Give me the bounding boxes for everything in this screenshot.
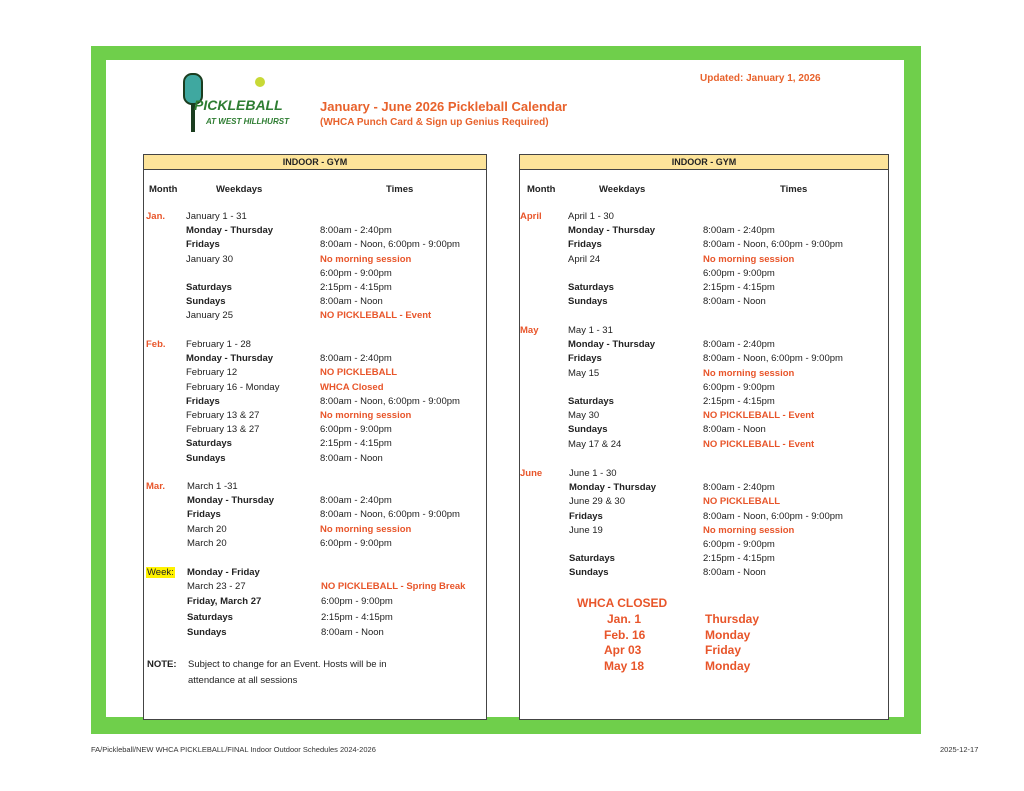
weekday-cell: Saturdays [186,438,232,449]
time-cell: 8:00am - Noon, 6:00pm - 9:00pm [703,511,843,522]
weekday-cell: June 29 & 30 [569,496,625,507]
updated-date: Updated: January 1, 2026 [700,73,821,84]
time-cell: 8:00am - Noon, 6:00pm - 9:00pm [320,396,460,407]
weekday-cell: Monday - Friday [187,567,260,578]
weekday-cell: Fridays [568,353,602,364]
time-cell: 8:00am - 2:40pm [703,482,775,493]
weekday-cell: Monday - Thursday [186,353,274,364]
weekday-cell: Monday - Thursday [187,495,275,506]
page-title: January - June 2026 Pickleball Calendar [320,99,568,114]
time-cell: 8:00am - Noon [320,453,383,464]
weekday-cell: February 13 & 27 [186,424,260,435]
weekday-cell: June 1 - 30 [569,468,617,479]
weekday-cell: Monday - Thursday [568,339,656,350]
time-cell: 8:00am - Noon, 6:00pm - 9:00pm [703,239,843,250]
time-cell: 8:00am - Noon [703,567,766,578]
page-subtitle: (WHCA Punch Card & Sign up Genius Required) [320,117,549,128]
month-label [520,211,542,222]
month-label-text: May [520,325,539,336]
closed-weekday: Monday [705,628,751,642]
time-cell: 6:00pm - 9:00pm [703,382,775,393]
weekday-cell: Sundays [569,567,609,578]
weekday-cell: May 15 [568,368,600,379]
note-text: Subject to change for an Event. Hosts will be in [188,659,387,670]
note-label: NOTE: [147,659,177,670]
svg-text:AT WEST HILLHURST: AT WEST HILLHURST [206,117,289,126]
closed-weekday: Friday [705,643,742,657]
weekday-cell: Sundays [187,627,227,638]
whca-closed-title: WHCA CLOSED [577,596,668,610]
weekday-cell: May 17 & 24 [568,439,622,450]
weekday-cell: January 1 - 31 [186,211,247,222]
time-cell: 8:00am - Noon [703,424,766,435]
time-cell: 2:15pm - 4:15pm [320,282,392,293]
time-cell: 6:00pm - 9:00pm [703,539,775,550]
weekday-cell: Saturdays [568,396,614,407]
weekday-cell: May 30 [568,410,600,421]
time-cell: NO PICKLEBALL - Event [320,310,432,321]
time-cell: 2:15pm - 4:15pm [703,396,775,407]
weekday-cell: April 24 [568,254,601,265]
weekday-cell: Fridays [187,509,221,520]
note-text: attendance at all sessions [188,675,298,686]
weekday-cell: March 23 - 27 [187,581,246,592]
weekday-cell: Monday - Thursday [568,225,656,236]
time-cell: No morning session [320,410,412,421]
month-column-header: Month [527,184,556,195]
time-cell: NO PICKLEBALL - Spring Break [321,581,466,592]
weekday-cell: March 20 [187,524,227,535]
weekday-cell: Monday - Thursday [186,225,274,236]
time-cell: 2:15pm - 4:15pm [703,553,775,564]
weekday-cell: May 1 - 31 [568,325,613,336]
weekday-cell: Friday, March 27 [187,596,262,607]
svg-text:PICKLEBALL: PICKLEBALL [194,97,283,113]
weekday-cell: Sundays [186,453,226,464]
weekday-cell: Fridays [186,239,220,250]
time-cell: NO PICKLEBALL [320,367,398,378]
right-panel-header: INDOOR - GYM [520,155,888,170]
weekday-cell: Saturdays [186,282,232,293]
closed-date: Apr 03 [604,643,642,657]
footer-date: 2025-12-17 [940,745,979,754]
weekday-cell: Sundays [186,296,226,307]
weekday-cell: February 1 - 28 [186,339,251,350]
time-cell: No morning session [703,254,795,265]
time-cell: 6:00pm - 9:00pm [320,268,392,279]
time-cell: NO PICKLEBALL [703,496,781,507]
weekday-cell: Saturdays [569,553,615,564]
time-cell: 8:00am - 2:40pm [320,353,392,364]
time-cell: 6:00pm - 9:00pm [320,424,392,435]
time-cell: No morning session [703,525,795,536]
month-label [520,468,542,479]
weekday-cell: January 30 [186,254,234,265]
time-cell: 8:00am - Noon [320,296,383,307]
time-cell: 8:00am - 2:40pm [320,495,392,506]
time-cell: 8:00am - Noon, 6:00pm - 9:00pm [320,509,460,520]
closed-weekday: Monday [705,659,751,673]
weekday-cell: Saturdays [187,612,233,623]
time-cell: 8:00am - Noon [703,296,766,307]
weekday-cell: April 1 - 30 [568,211,614,222]
month-label-text: Week: [147,567,174,578]
weekday-cell: Sundays [568,424,608,435]
closed-date: Feb. 16 [604,628,646,642]
time-cell: 6:00pm - 9:00pm [703,268,775,279]
weekday-cell: Fridays [186,396,220,407]
time-cell: 8:00am - 2:40pm [703,339,775,350]
weekday-cell: March 20 [187,538,227,549]
weekday-cell: January 25 [186,310,234,321]
month-label-text: June [520,468,543,479]
month-label [146,567,175,578]
time-cell: 8:00am - Noon [321,627,384,638]
month-label [146,339,166,350]
month-label [146,211,165,222]
time-cell: NO PICKLEBALL - Event [703,439,815,450]
weekdays-column-header: Weekdays [216,184,263,195]
time-cell: No morning session [320,524,412,535]
pickleball-logo [180,72,289,138]
closed-weekday: Thursday [705,612,760,626]
month-label-text: April [520,211,542,222]
weekday-cell: Fridays [568,239,602,250]
closed-date: Jan. 1 [607,612,642,626]
time-cell: 8:00am - Noon, 6:00pm - 9:00pm [320,239,460,250]
weekday-cell: February 16 - Monday [186,382,280,393]
time-cell: 8:00am - 2:40pm [320,225,392,236]
time-cell: 6:00pm - 9:00pm [321,596,393,607]
weekday-cell: Fridays [569,511,603,522]
time-cell: WHCA Closed [320,382,384,393]
footer-path: FA/Pickleball/NEW WHCA PICKLEBALL/FINAL Indoor Outdoor Schedules 2024-2026 [91,745,376,754]
weekday-cell: February 12 [186,367,238,378]
weekday-cell: Saturdays [568,282,614,293]
weekday-cell: February 13 & 27 [186,410,260,421]
time-cell: No morning session [320,254,412,265]
weekday-cell: Sundays [568,296,608,307]
time-cell: 8:00am - Noon, 6:00pm - 9:00pm [703,353,843,364]
weekdays-column-header: Weekdays [599,184,646,195]
month-label [146,481,165,492]
month-column-header: Month [149,184,178,195]
month-label [520,325,538,336]
left-panel-header: INDOOR - GYM [144,155,486,170]
times-column-header: Times [780,184,808,195]
time-cell: 2:15pm - 4:15pm [321,612,393,623]
time-cell: NO PICKLEBALL - Event [703,410,815,421]
month-label-text: Jan. [146,211,166,222]
weekday-cell: March 1 -31 [187,481,238,492]
time-cell: 6:00pm - 9:00pm [320,538,392,549]
month-label-text: Mar. [146,481,166,492]
weekday-cell: Monday - Thursday [569,482,657,493]
time-cell: 2:15pm - 4:15pm [320,438,392,449]
month-label-text: Feb. [146,339,166,350]
times-column-header: Times [386,184,414,195]
closed-date: May 18 [604,659,645,673]
time-cell: 8:00am - 2:40pm [703,225,775,236]
time-cell: 2:15pm - 4:15pm [703,282,775,293]
time-cell: No morning session [703,368,795,379]
weekday-cell: June 19 [569,525,603,536]
